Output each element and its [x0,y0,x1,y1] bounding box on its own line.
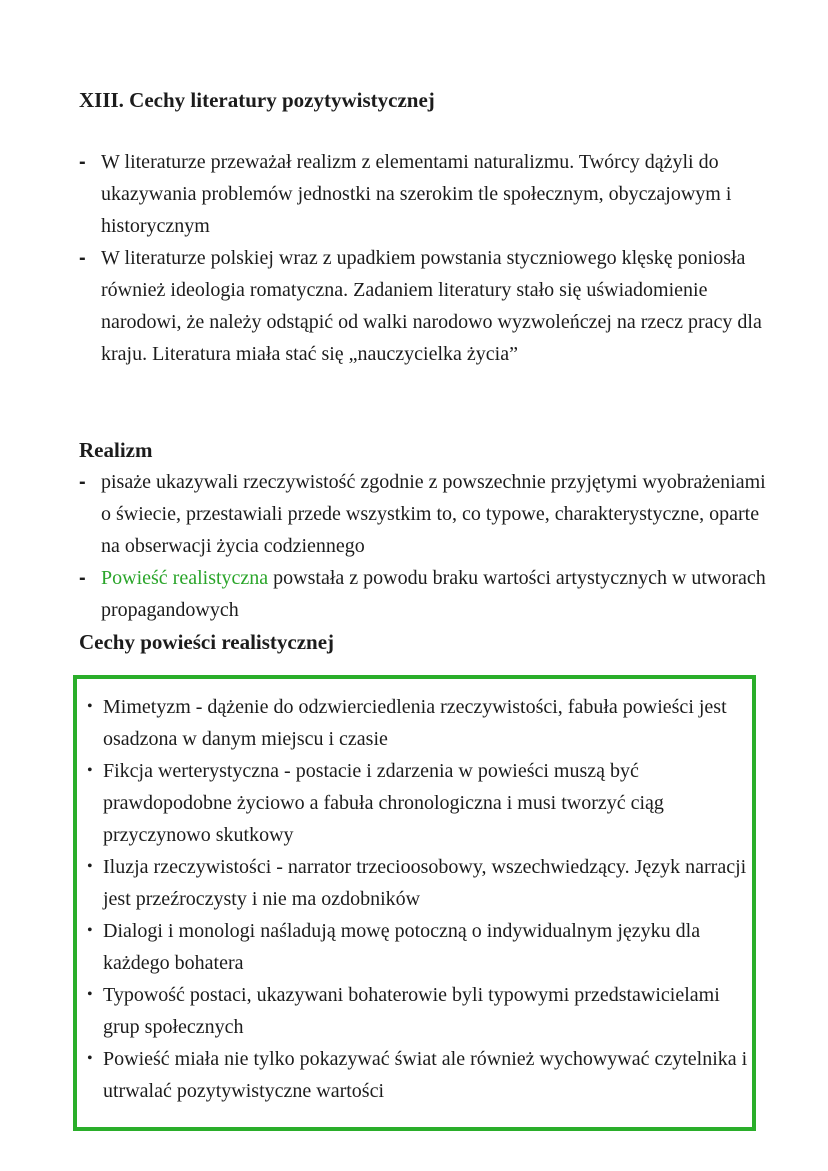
bullet-dot: • [87,858,93,875]
dash-bullet: - [79,247,86,269]
list-item [79,466,779,562]
list-item-text: W literaturze polskiej wraz z upadkiem powstania styczniowego klęskę poniosła również ideologia romatyczna. Zadaniem literatury stało się uświadomienie narodowi, że należy odstąpić od walki narodowo wyzwoleńczej na rzecz pracy dla kraju. Literatura miała stać się „nauczycielka życia” [101,247,762,365]
highlighted-term: Powieść realistyczna [101,567,269,589]
bullet-dot: • [87,1050,93,1067]
list-item [87,915,752,979]
list-item-text: W literaturze przeważał realizm z elementami naturalizmu. Twórcy dążyli do ukazywania problemów jednostki na szerokim tle społecznym, obyczajowym i historycznym [101,151,732,237]
list-item [87,851,752,915]
list-item [87,691,752,755]
list-item-text: Fikcja werterystyczna - postacie i zdarzenia w powieści muszą być prawdopodobne życiowo a fabuła chronologiczna i musi tworzyć ciąg przyczynowo skutkowy [103,760,664,846]
list-item [87,979,752,1043]
section-title: XIII. Cechy literatury pozytywistycznej [79,88,435,112]
list-item-text: Powieść miała nie tylko pokazywać świat ale również wychowywać czytelnika i utrwalać pozytywistyczne wartości [103,1048,748,1102]
list-item-text: Typowość postaci, ukazywani bohaterowie byli typowymi przedstawicielami grup społecznych [103,984,720,1038]
dash-bullet: - [79,567,86,589]
list-item-text: pisaże ukazywali rzeczywistość zgodnie z powszechnie przyjętymi wyobrażeniami o świecie, przestawiali przede wszystkim to, co typowe, charakterystyczne, oparte na obserwacji życia codziennego [101,471,766,557]
list-item-text: Dialogi i monologi naśladują mowę potoczną o indywidualnym języku dla każdego bohatera [103,920,701,974]
list-item [87,755,752,851]
features-title: Cechy powieści realistycznej [79,630,335,654]
list-item [87,1043,752,1107]
list-item [79,562,779,626]
dash-bullet: - [79,471,86,493]
list-item [79,146,779,242]
intro-list [79,146,779,370]
list-item-text: Iluzja rzeczywistości - narrator trzecioosobowy, wszechwiedzący. Język narracji jest przeźroczysty i nie ma ozdobników [103,856,747,910]
dash-bullet: - [79,151,86,173]
bullet-dot: • [87,698,93,715]
features-box [73,675,756,1131]
bullet-dot: • [87,986,93,1003]
list-item-text: Mimetyzm - dążenie do odzwierciedlenia rzeczywistości, fabuła powieści jest osadzona w danym miejscu i czasie [103,696,727,750]
bullet-dot: • [87,922,93,939]
bullet-dot: • [87,762,93,779]
list-item-text: powstała z powodu braku wartości artystycznych w utworach propagandowych [101,567,766,621]
features-list [87,691,752,1107]
realizm-title: Realizm [79,438,153,462]
realizm-list [79,466,779,626]
list-item [79,242,779,370]
